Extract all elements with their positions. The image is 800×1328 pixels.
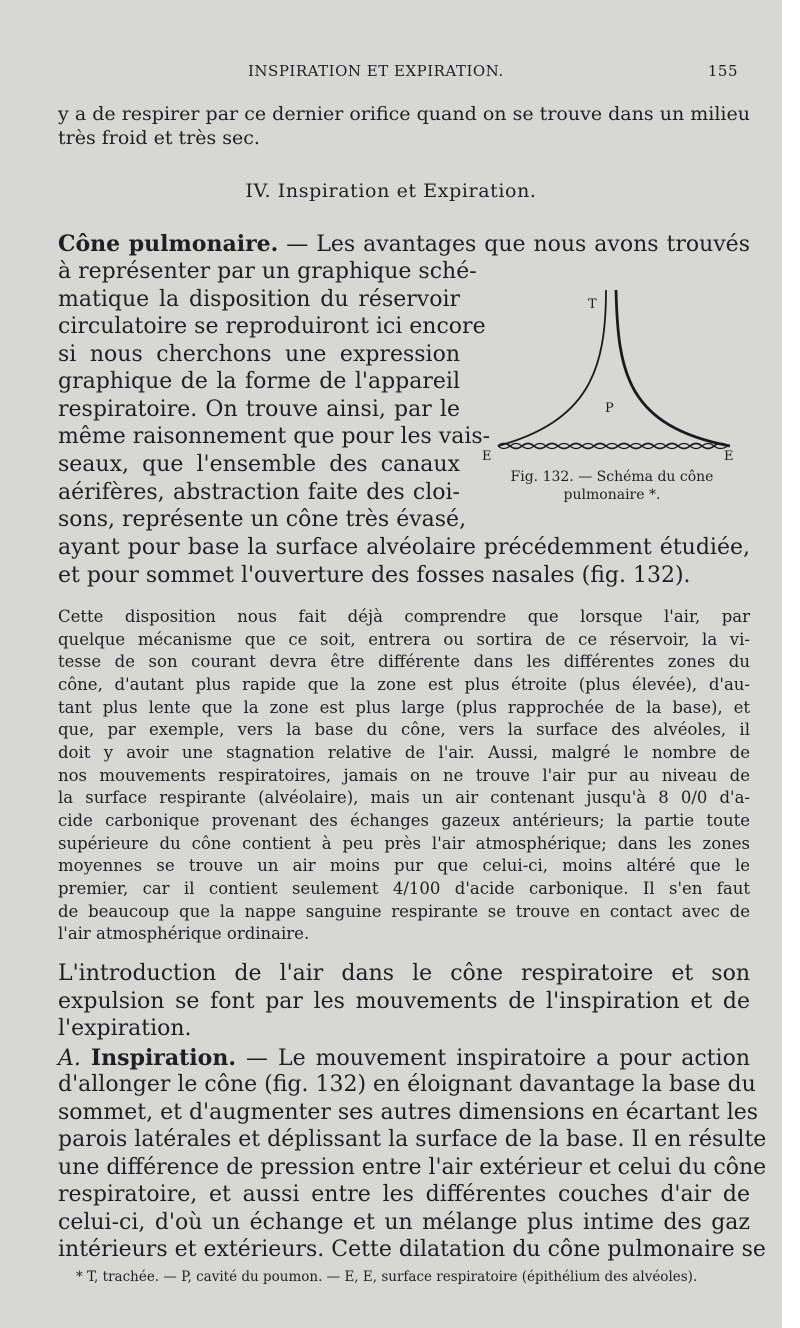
inspiration-line: sommet, et d'augmenter ses autres dimensions en écartant les <box>58 1100 759 1125</box>
inspiration-line: d'allonger le cône (fig. 132) en éloignant davantage la base du <box>58 1072 756 1097</box>
cone-wrap-line: sons, représente un cône très évasé, <box>58 507 467 532</box>
intro2-line: L'introduction de l'air dans le cône respiratoire et son <box>58 961 750 986</box>
small-line: supérieure du cône contient à peu près l'air atmosphérique; dans les zones <box>58 834 750 853</box>
label-trachea: T <box>588 297 597 312</box>
small-line: quelque mécanisme que ce soit, entrera ou sortira de ce réservoir, la vi- <box>58 630 750 649</box>
intro-line-2: très froid et très sec. <box>58 127 260 149</box>
cone-line-1-text: — Les avantages que nous avons trouvés <box>278 232 750 257</box>
caption-line-2: pulmonaire *. <box>563 487 661 503</box>
intro2-line-last: l'expiration. <box>58 1016 192 1041</box>
cone-wrap-line: si nous cherchons une expression <box>58 342 460 367</box>
cone-wrap-line: même raisonnement que pour les vais- <box>58 424 491 449</box>
small-line: cône, d'autant plus rapide que la zone est plus étroite (plus élevée), d'au- <box>58 675 750 694</box>
inspiration-heading: Inspiration. <box>90 1045 236 1071</box>
small-line: cide carbonique provenant des échanges gazeux antérieurs; la partie toute <box>58 811 750 830</box>
small-line: premier, car il contient seulement 4/100 d'acide carbonique. Il s'en faut <box>58 879 750 898</box>
caption-line-1: Fig. 132. — Schéma du cône <box>510 469 714 485</box>
small-line: Cette disposition nous fait déjà comprendre que lorsque l'air, par <box>58 607 750 626</box>
cone-full-line-1: ayant pour base la surface alvéolaire précédemment étudiée, <box>58 535 750 560</box>
inspiration-line-1 <box>58 1044 750 1073</box>
intro-line-1: y a de respirer par ce dernier orifice quand on se trouve dans un milieu <box>58 103 750 125</box>
small-line: tesse de son courant devra être différente dans les différentes zones du <box>58 652 750 671</box>
cone-paragraph-line-1 <box>58 230 750 259</box>
cone-wrap-line: seaux, que l'ensemble des canaux <box>58 452 460 477</box>
section-heading: IV. Inspiration et Expiration. <box>245 180 537 202</box>
footnote: * T, trachée. — P, cavité du poumon. — E, E, surface respiratoire (épithélium des alvéoles). <box>76 1269 698 1285</box>
cone-wrap-line: à représenter par un graphique sché- <box>58 259 477 284</box>
small-line: moyennes se trouve un air moins pur que celui-ci, moins altéré que le <box>58 856 750 875</box>
inspiration-line: parois latérales et déplissant la surface de la base. Il en résulte <box>58 1127 767 1152</box>
inspiration-line: respiratoire, et aussi entre les différentes couches d'air de <box>58 1182 750 1207</box>
cone-wrap-line: matique la disposition du réservoir <box>58 287 460 312</box>
inspiration-line: celui-ci, d'où un échange et un mélange plus intime des gaz <box>58 1210 750 1235</box>
inspiration-letter: A. <box>58 1046 81 1071</box>
cone-wrap-line: graphique de la forme de l'appareil <box>58 369 460 394</box>
cone-left-wall <box>498 290 606 446</box>
cone-full-line-2: et pour sommet l'ouverture des fosses nasales (fig. 132). <box>58 563 691 588</box>
label-surface-right: E <box>724 449 734 464</box>
small-line: que, par exemple, vers la base du cône, vers la surface des alvéoles, il <box>58 720 750 739</box>
small-line: la surface respirante (alvéolaire), mais un air contenant jusqu'à 8 0/0 d'a- <box>58 788 750 807</box>
inspiration-line: intérieurs et extérieurs. Cette dilatation du cône pulmonaire se <box>58 1237 766 1262</box>
cone-wrap-line: aérifères, abstraction faite des cloi- <box>58 480 460 505</box>
small-line: doit y avoir une stagnation relative de l'air. Aussi, malgré le nombre de <box>58 743 750 762</box>
small-line: tant plus lente que la zone est plus large (plus rapprochée de la base), et <box>58 698 750 717</box>
page-number: 155 <box>707 62 738 80</box>
small-line-last: l'air atmosphérique ordinaire. <box>58 924 310 943</box>
running-title: INSPIRATION ET EXPIRATION. <box>248 62 504 80</box>
cone-wrap-line: circulatoire se reproduiront ici encore <box>58 314 486 339</box>
inspiration-line: une différence de pression entre l'air extérieur et celui du cône <box>58 1155 767 1180</box>
label-surface-left: E <box>482 449 492 464</box>
figure-caption <box>478 468 746 504</box>
inspiration-line-1-text: — Le mouvement inspiratoire a pour action <box>236 1046 750 1071</box>
running-header <box>58 62 738 88</box>
cone-right-wall <box>616 290 730 446</box>
scan-margin <box>782 0 800 1328</box>
intro2-line: expulsion se font par les mouvements de l'inspiration et de <box>58 989 750 1014</box>
small-line: nos mouvements respiratoires, jamais on ne trouve l'air pur au niveau de <box>58 766 750 785</box>
label-lung-cavity: P <box>605 401 614 416</box>
small-line: de beaucoup que la nappe sanguine respirante se trouve en contact avec de <box>58 902 750 921</box>
cone-wrap-line: respiratoire. On trouve ainsi, par le <box>58 397 460 422</box>
cone-run-in-heading: Cône pulmonaire. <box>58 231 279 257</box>
